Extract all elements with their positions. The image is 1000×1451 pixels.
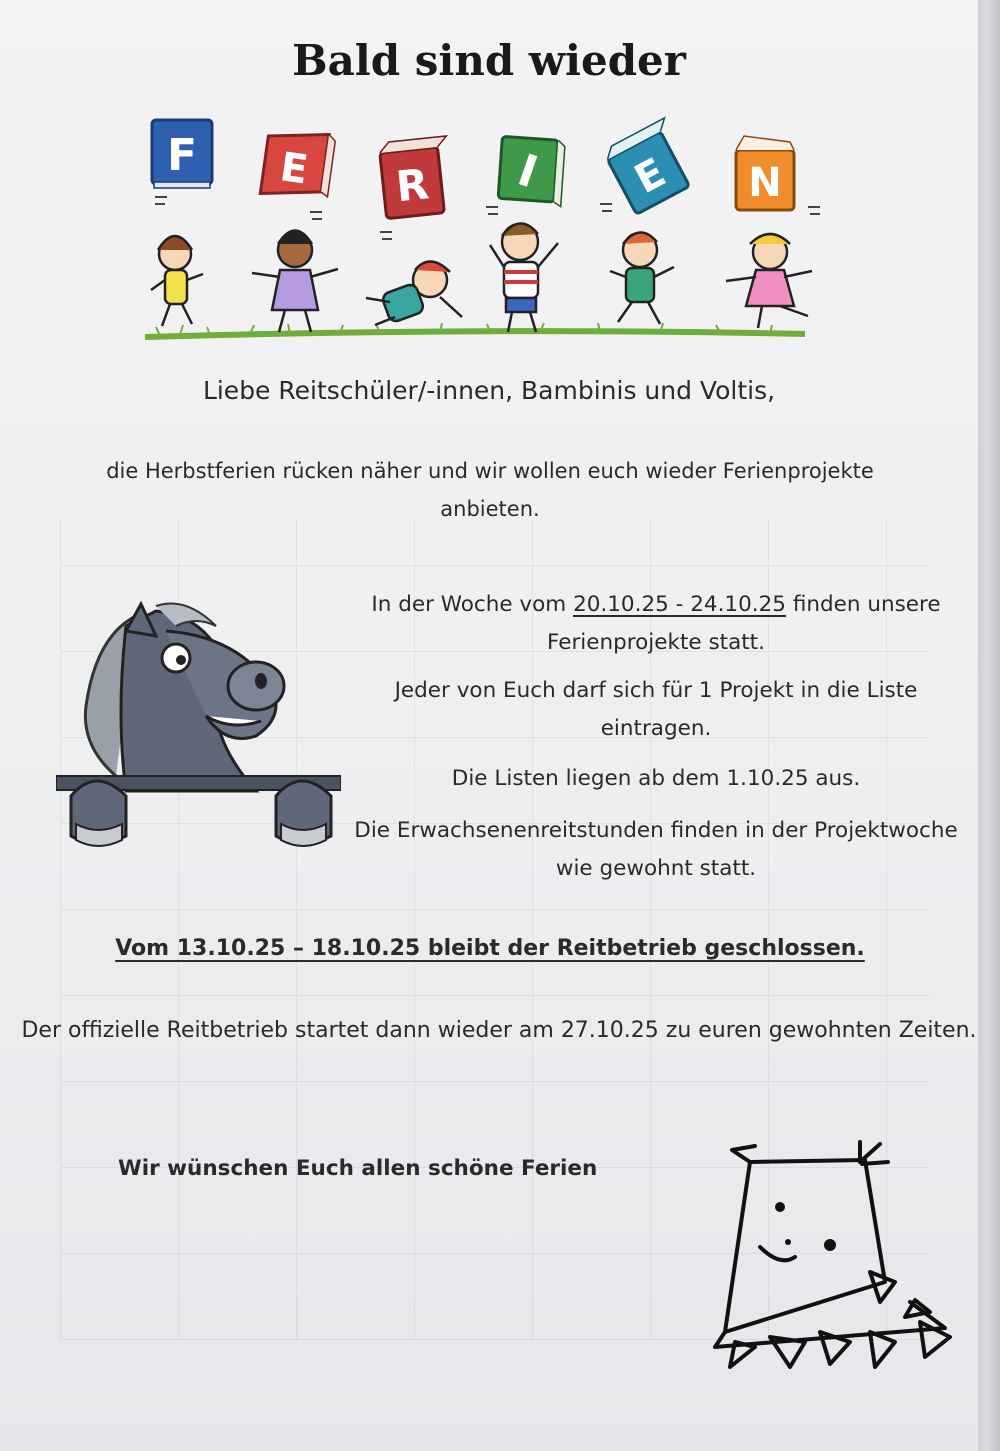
greeting: Liebe Reitschüler/-innen, Bambinis und Voltis,	[202, 376, 776, 405]
kid-6	[726, 234, 812, 328]
kid-3	[366, 261, 462, 325]
closure-notice: Vom 13.10.25 – 18.10.25 bleibt der Reitbetrieb geschlossen.	[115, 936, 865, 961]
book-letter-e2	[603, 118, 699, 214]
book-letter-f	[152, 120, 212, 188]
signup-text: Jeder von Euch darf sich für 1 Projekt in die Liste eintragen.	[394, 678, 918, 741]
project-week-suffix: finden unsere Ferienprojekte statt.	[547, 592, 941, 655]
horse-illustration	[56, 596, 341, 856]
book-letter-i	[498, 136, 565, 206]
book-letter-n	[736, 136, 794, 210]
svg-text:R: R	[393, 159, 431, 212]
kid-5	[610, 232, 674, 324]
svg-text:E: E	[627, 149, 674, 204]
restart-text: Der offizielle Reitbetrieb startet dann wieder am 27.10.25 zu euren gewohnten Zeiten.	[21, 1018, 977, 1043]
svg-text:F: F	[166, 130, 198, 181]
hand-drawn-doodle	[710, 1132, 960, 1392]
adult-lessons-text: Die Erwachsenenreitstunden finden in der Projektwoche wie gewohnt statt.	[354, 818, 958, 881]
project-week-text	[352, 586, 960, 662]
intro-text: die Herbstferien rücken näher und wir wollen euch wieder Ferienprojekte anbieten.	[106, 459, 874, 521]
ferien-kids-illustration	[140, 112, 840, 352]
paper-stack-edge	[978, 0, 1000, 1451]
book-letter-e	[260, 126, 336, 203]
holiday-wishes: Wir wünschen Euch allen schöne Ferien	[118, 1156, 598, 1181]
project-week-prefix: In der Woche vom	[371, 592, 574, 617]
lists-text: Die Listen liegen ab dem 1.10.25 aus.	[451, 766, 861, 791]
kid-4	[490, 223, 558, 332]
svg-text:E: E	[277, 144, 311, 194]
kid-1	[151, 236, 203, 326]
book-letter-r	[379, 136, 455, 219]
svg-text:N: N	[748, 160, 782, 206]
project-week-dates: 20.10.25 - 24.10.25	[573, 592, 786, 617]
svg-text:I: I	[511, 144, 544, 199]
headline: Bald sind wieder	[292, 36, 686, 85]
kid-2	[252, 231, 338, 333]
